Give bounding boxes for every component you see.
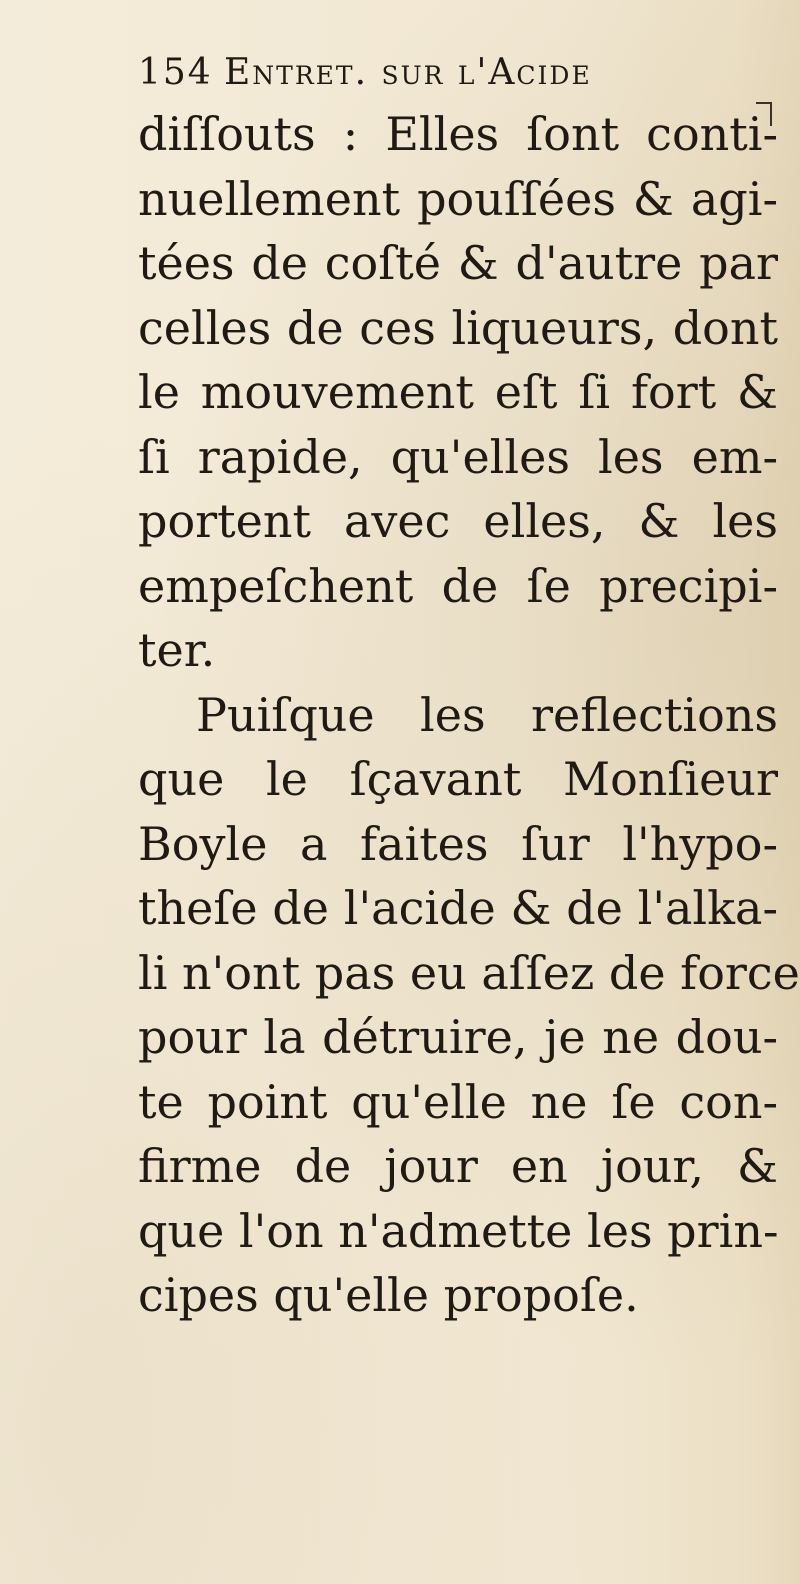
text-line: ter. xyxy=(138,623,216,677)
text-line: ſi rapide, qu'elles les em- xyxy=(138,429,778,484)
text-line: nuellement pouſſées & agi- xyxy=(138,171,778,226)
text-line: empeſchent de ſe precipi- xyxy=(138,558,778,613)
paragraph-start-line: Puiſque les reflections xyxy=(196,687,778,742)
text-line: le mouvement eſt ſi fort & xyxy=(138,365,778,419)
text-line: cipes qu'elle propoſe. xyxy=(138,1268,639,1322)
text-line: te point qu'elle ne ſe con- xyxy=(138,1074,778,1129)
text-line: tées de coſté & d'autre par xyxy=(138,236,778,290)
text-line: li n'ont pas eu aſſez de force xyxy=(138,945,800,1000)
text-line: firme de jour en jour, & xyxy=(138,1139,778,1193)
text-line: portent avec elles, & les xyxy=(138,494,778,548)
page-number: 154 xyxy=(138,52,213,93)
text-line: theſe de l'acide & de l'alka- xyxy=(138,881,778,935)
running-title: Entret. sur l'Acide xyxy=(224,52,592,93)
text-line: celles de ces liqueurs, dont xyxy=(138,300,778,355)
text-line: pour la détruire, je ne dou- xyxy=(138,1010,778,1064)
text-line: que l'on n'admette les prin- xyxy=(138,1203,779,1258)
text-line: Boyle a faites ſur l'hypo- xyxy=(138,816,778,871)
body-text xyxy=(138,102,800,1328)
text-line: diſſouts : Elles ſont conti- xyxy=(138,107,778,161)
text-line: que le ſçavant Monſieur xyxy=(138,752,778,806)
running-header xyxy=(138,52,748,102)
